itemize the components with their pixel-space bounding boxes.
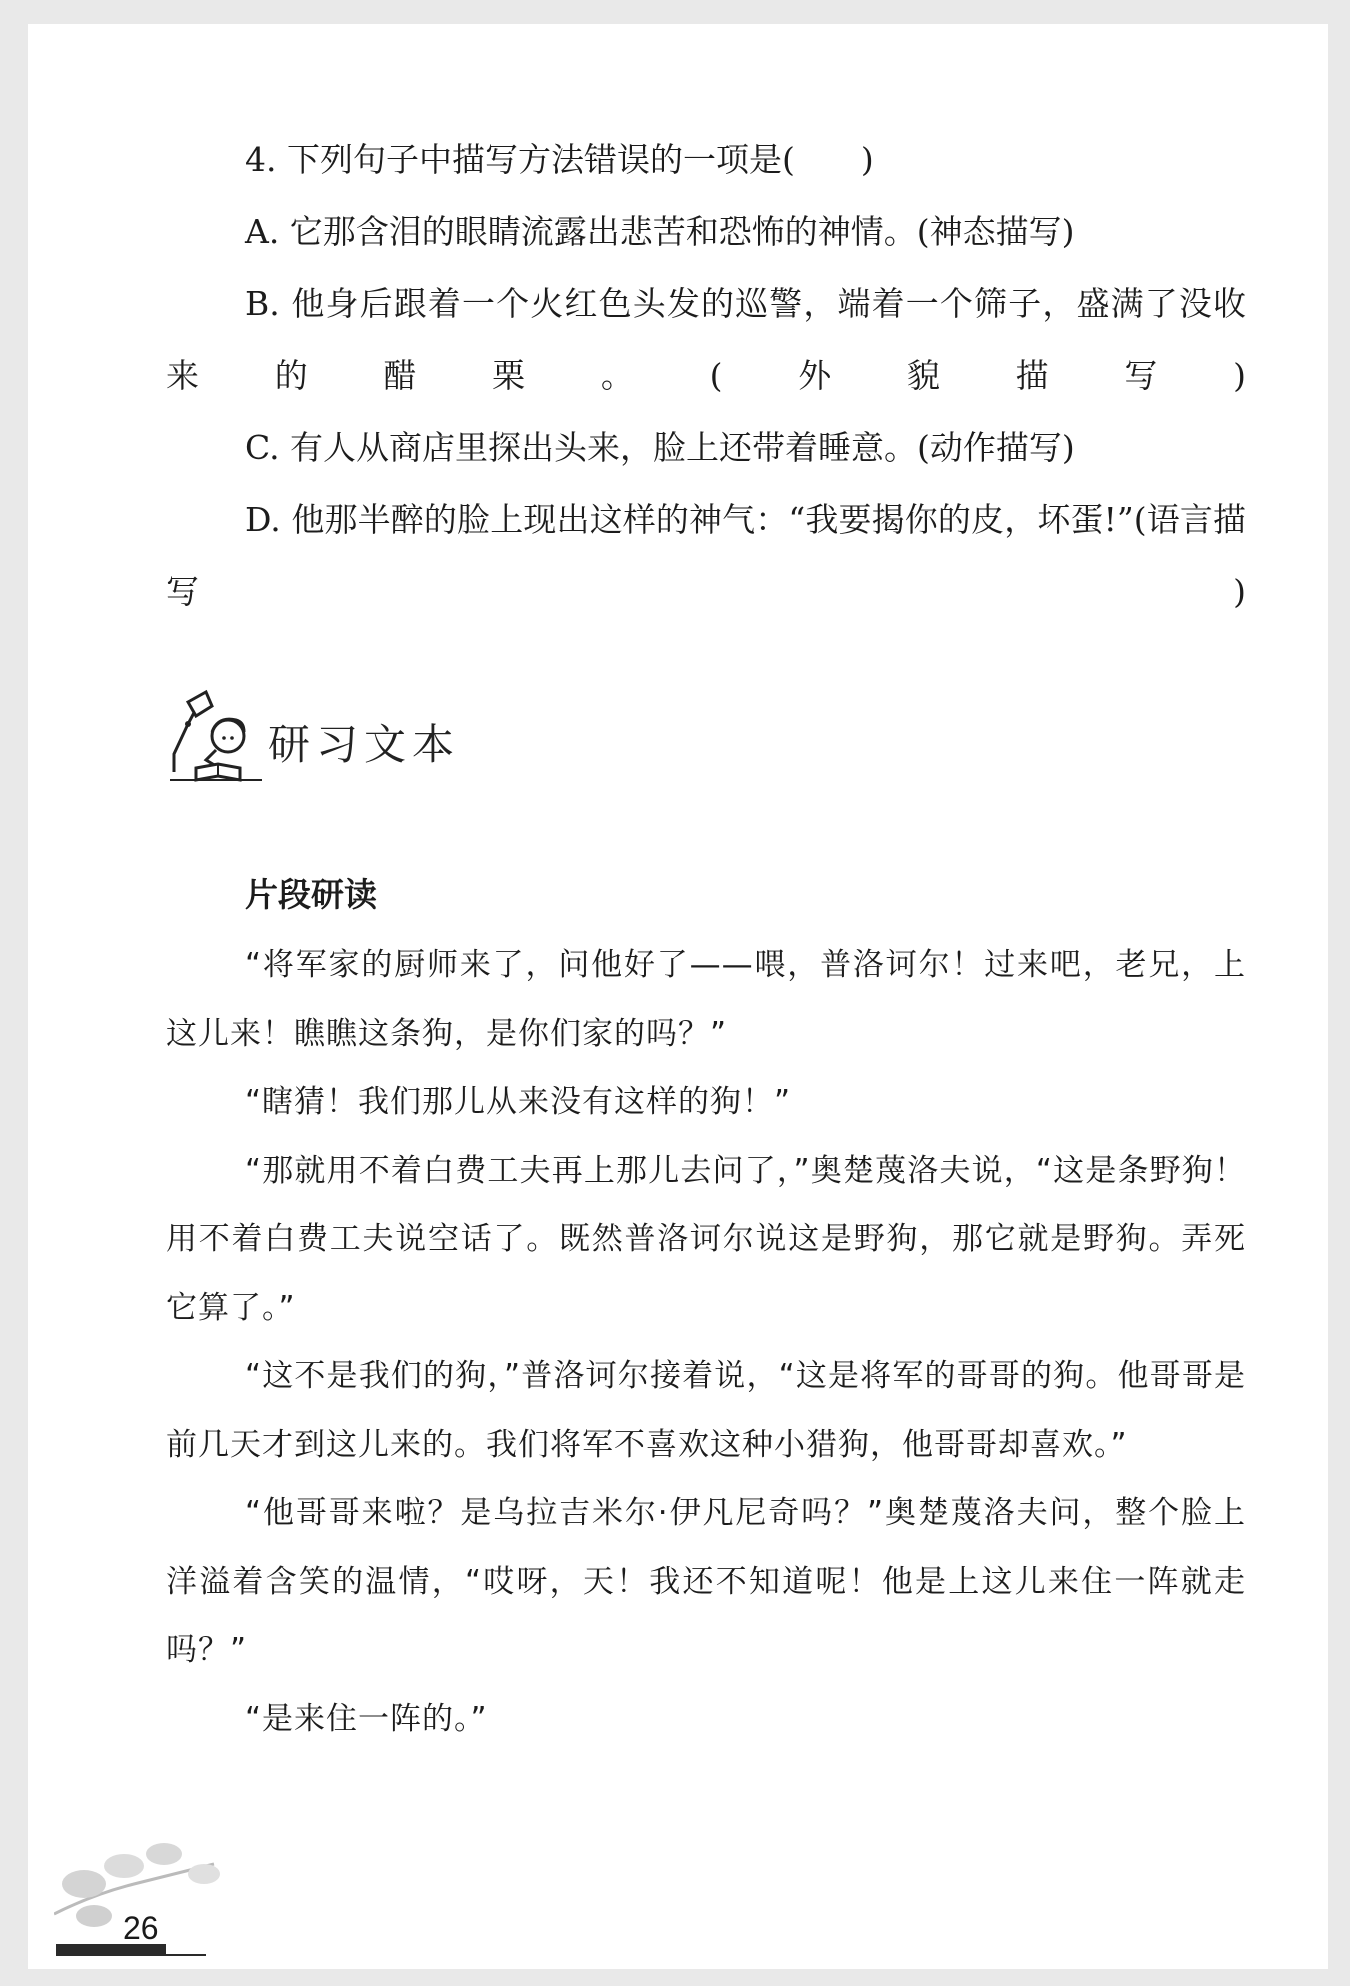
paragraph: “他哥哥来啦？是乌拉吉米尔·伊凡尼奇吗？”奥楚蔑洛夫问，整个脸上洋溢着含笑的温情，“哎呀，天！我还不知道呢！他是上这儿来住一阵就走吗？” [166, 1495, 1246, 1668]
paragraph: “是来住一阵的。” [245, 1700, 488, 1737]
option-c: C. 有人从商店里探出头来，脸上还带着睡意。(动作描写) [245, 428, 1075, 467]
section-header [166, 684, 586, 794]
question-block [166, 124, 1246, 628]
section-title: 研习文本 [268, 720, 461, 769]
excerpt-block [166, 859, 1246, 1753]
paragraph: “瞎猜！我们那儿从来没有这样的狗！” [245, 1084, 792, 1120]
excerpt-body [166, 931, 1246, 1753]
option-b: B. 他身后跟着一个火红色头发的巡警，端着一个筛子，盛满了没收来的醋栗。(外貌描写) [166, 284, 1246, 395]
textbook-page [28, 24, 1328, 1969]
paragraph: “这不是我们的狗，”普洛诃尔接着说，“这是将军的哥哥的狗。他哥哥是前几天才到这儿来的。我们将军不喜欢这种小猎狗，他哥哥却喜欢。” [166, 1358, 1246, 1463]
option-a: A. 它那含泪的眼睛流露出悲苦和恐怖的神情。(神态描写) [245, 212, 1075, 251]
page-number-underline [56, 1954, 206, 1956]
studying-child-icon [166, 684, 266, 784]
page-number: 26 [123, 1910, 159, 1946]
question-stem: 4. 下列句子中描写方法错误的一项是( ) [245, 140, 874, 179]
option-d: D. 他那半醉的脸上现出这样的神气：“我要揭你的皮，坏蛋!”(语言描写) [166, 500, 1246, 611]
excerpt-heading: 片段研读 [245, 875, 377, 914]
paragraph: “将军家的厨师来了，问他好了——喂，普洛诃尔！过来吧，老兄，上这儿来！瞧瞧这条狗，是你们家的吗？” [166, 947, 1246, 1052]
paragraph: “那就用不着白费工夫再上那儿去问了，”奥楚蔑洛夫说，“这是条野狗！用不着白费工夫说空话了。既然普洛诃尔说这是野狗，那它就是野狗。弄死它算了。” [166, 1152, 1246, 1326]
